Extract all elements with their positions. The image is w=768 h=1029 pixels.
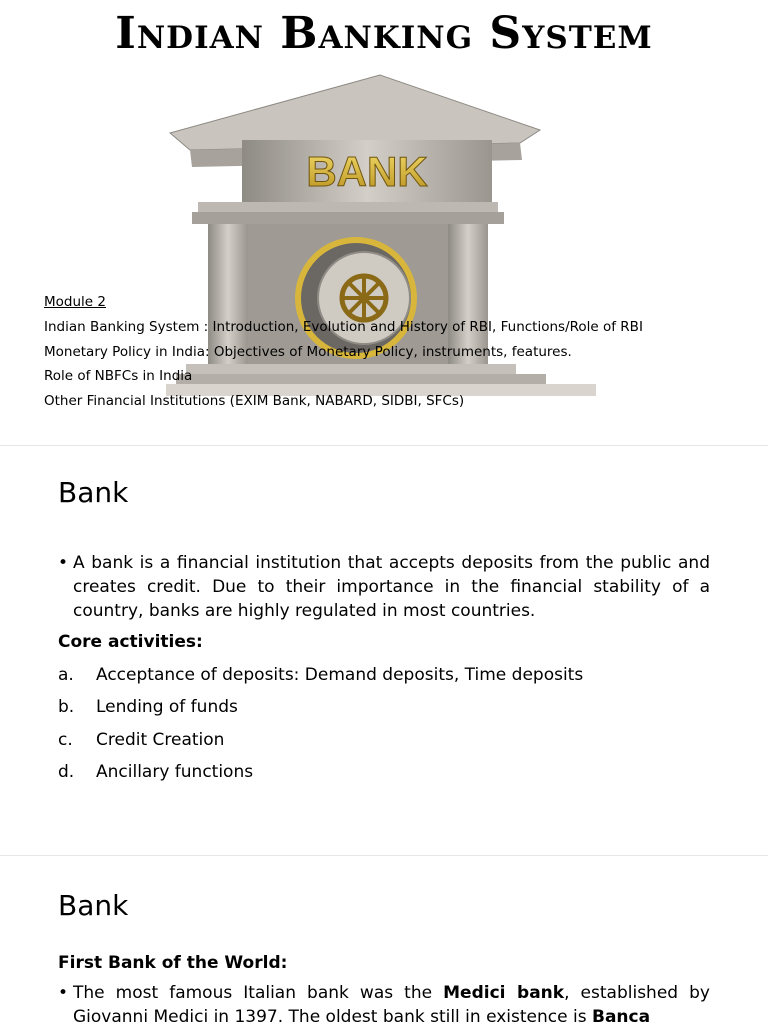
list-marker: b. bbox=[58, 697, 75, 718]
bullet-text: , established by Giovanni Medici in 1397. The oldest bank still in existence is bbox=[73, 983, 710, 1027]
list-item bbox=[58, 695, 710, 727]
list-item bbox=[58, 728, 710, 760]
bank-definition-slide bbox=[0, 445, 768, 851]
page-title: Indian Banking System bbox=[115, 8, 653, 59]
module-line: Monetary Policy in India: Objectives of Monetary Policy, instruments, features. bbox=[44, 343, 572, 360]
bullet-text: The most famous Italian bank was the bbox=[73, 983, 444, 1003]
list-marker: a. bbox=[58, 665, 74, 685]
definition-bullet: • A bank is a financial institution that accepts deposits from the public and creates credit. Due to their importance in the financial stability of a country, banks are highly regulated in most countries. bbox=[58, 551, 710, 623]
module-line: Indian Banking System : Introduction, Evolution and History of RBI, Functions/Role of RBI bbox=[44, 318, 643, 335]
first-bank-slide bbox=[0, 855, 768, 1025]
list-item bbox=[58, 663, 710, 695]
list-marker: d. bbox=[58, 762, 75, 783]
list-item-text: Credit Creation bbox=[96, 729, 225, 750]
svg-text:BANK: BANK bbox=[306, 148, 428, 195]
slide-body bbox=[58, 951, 710, 1029]
slide-title: Bank bbox=[58, 476, 129, 509]
module-line: Role of NBFCs in India bbox=[44, 368, 193, 385]
title-slide bbox=[0, 0, 768, 440]
module-outline bbox=[44, 290, 643, 414]
history-bullet bbox=[58, 981, 710, 1029]
bullet-bold-text: Medici bank bbox=[443, 983, 565, 1003]
list-item bbox=[58, 760, 710, 792]
slide-title: Bank bbox=[58, 889, 129, 922]
bullet-bold-text: Banca bbox=[591, 1007, 651, 1027]
module-line: Other Financial Institutions (EXIM Bank, NABARD, SIDBI, SFCs) bbox=[44, 393, 465, 410]
list-item-text: Ancillary functions bbox=[96, 762, 254, 783]
first-bank-heading: First Bank of the World: bbox=[58, 953, 288, 973]
core-activities-heading: Core activities: bbox=[58, 632, 203, 652]
module-heading: Module 2 bbox=[44, 294, 106, 310]
list-marker: c. bbox=[58, 729, 73, 750]
list-item-text: Lending of funds bbox=[96, 697, 238, 718]
slide-body bbox=[58, 551, 710, 793]
list-item-text: Acceptance of deposits: Demand deposits, Time deposits bbox=[96, 665, 584, 685]
core-activities-list bbox=[58, 663, 710, 793]
